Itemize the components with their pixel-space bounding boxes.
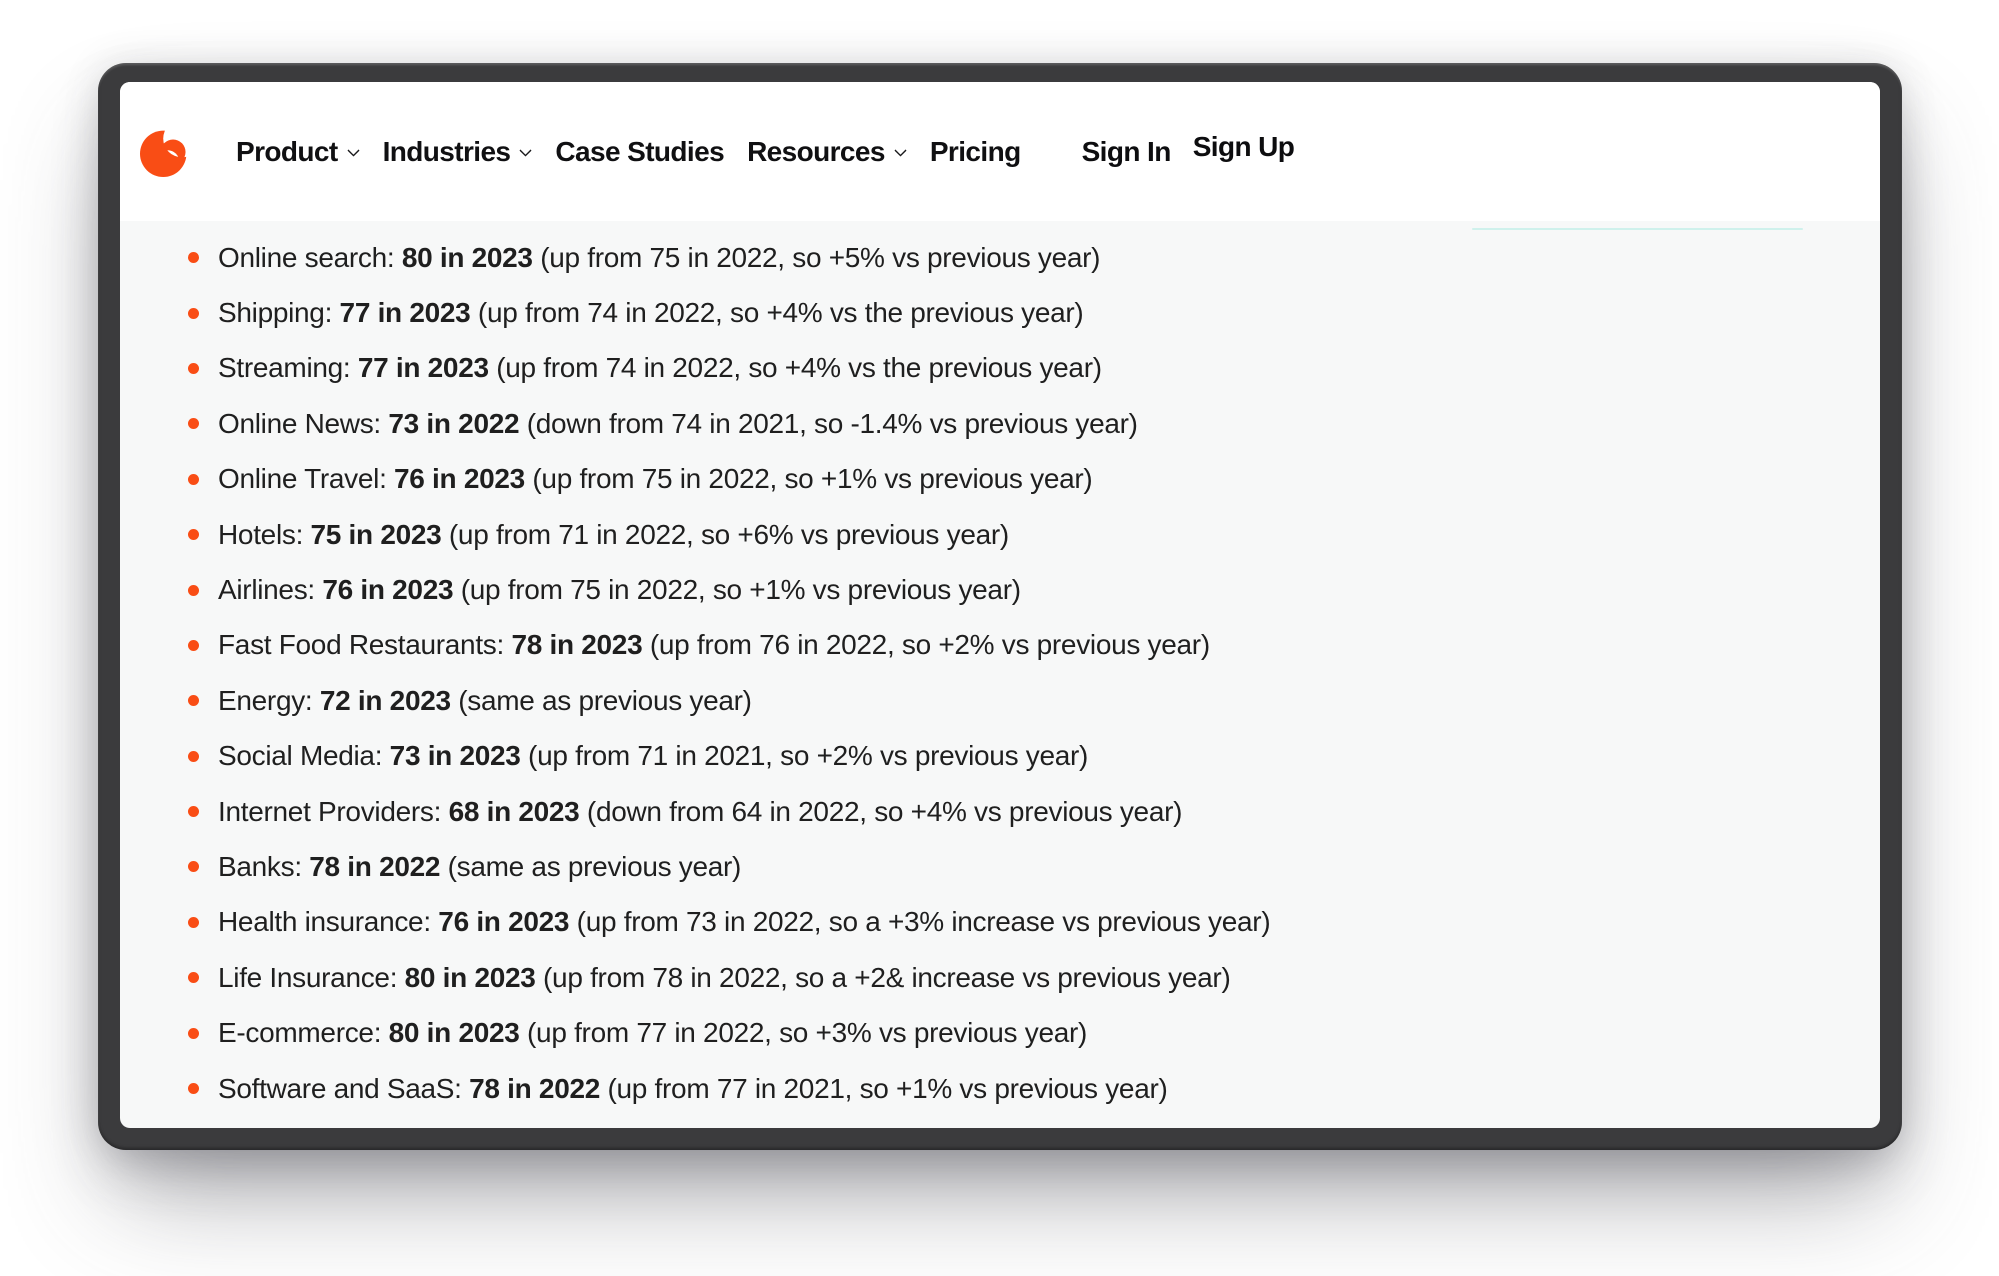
brand-logo-icon[interactable] bbox=[140, 122, 190, 182]
list-item bbox=[188, 1061, 1880, 1116]
list-item-text: Online search: 80 in 2023 (up from 75 in 2022, so +5% vs previous year) bbox=[218, 241, 1101, 273]
list-item bbox=[188, 285, 1880, 340]
list-item bbox=[188, 507, 1880, 562]
bullet-icon bbox=[188, 751, 199, 762]
bullet-icon bbox=[188, 695, 199, 706]
navbar bbox=[120, 82, 1880, 221]
browser-window-frame bbox=[98, 63, 1902, 1150]
nav-link-industries[interactable]: Industries bbox=[383, 136, 533, 168]
list-item-text: Social Media: 73 in 2023 (up from 71 in 2021, so +2% vs previous year) bbox=[218, 740, 1089, 772]
chevron-down-icon bbox=[347, 143, 360, 156]
list-item-text: Online Travel: 76 in 2023 (up from 75 in 2022, so +1% vs previous year) bbox=[218, 463, 1093, 495]
bullet-icon bbox=[188, 806, 199, 817]
bullet-icon bbox=[188, 861, 199, 872]
list-item-text: Health insurance: 76 in 2023 (up from 73 in 2022, so a +3% increase vs previous year) bbox=[218, 906, 1271, 938]
chevron-down-icon bbox=[519, 143, 532, 156]
list-item-text: Software and SaaS: 78 in 2022 (up from 77 in 2021, so +1% vs previous year) bbox=[218, 1072, 1168, 1104]
list-item bbox=[188, 562, 1880, 617]
main-content bbox=[120, 221, 1880, 1116]
bullet-icon bbox=[188, 1083, 199, 1094]
bullet-icon bbox=[188, 252, 199, 263]
web-page bbox=[120, 82, 1880, 1128]
list-item bbox=[188, 618, 1880, 673]
list-item bbox=[188, 341, 1880, 396]
nav-link-resources[interactable]: Resources bbox=[747, 136, 907, 168]
bullet-icon bbox=[188, 640, 199, 651]
bullet-icon bbox=[188, 1028, 199, 1039]
list-item-text: Banks: 78 in 2022 (same as previous year) bbox=[218, 850, 742, 882]
nav-link-case-studies[interactable]: Case Studies bbox=[555, 135, 725, 167]
industry-score-list bbox=[120, 230, 1880, 1116]
list-item bbox=[188, 452, 1880, 507]
list-item bbox=[188, 673, 1880, 728]
list-item bbox=[188, 839, 1880, 894]
sign-up-link[interactable]: Sign Up bbox=[1192, 130, 1295, 162]
list-item-text: Internet Providers: 68 in 2023 (down from 64 in 2022, so +4% vs previous year) bbox=[218, 795, 1183, 827]
list-item bbox=[188, 895, 1880, 950]
list-item bbox=[188, 784, 1880, 839]
bullet-icon bbox=[188, 972, 199, 983]
bullet-icon bbox=[188, 363, 199, 374]
list-item bbox=[188, 950, 1880, 1005]
list-item-text: E-commerce: 80 in 2023 (up from 77 in 2022, so +3% vs previous year) bbox=[218, 1017, 1088, 1049]
list-item-text: Streaming: 77 in 2023 (up from 74 in 2022, so +4% vs the previous year) bbox=[218, 352, 1102, 384]
list-item bbox=[188, 396, 1880, 451]
nav-link-pricing[interactable]: Pricing bbox=[929, 135, 1021, 167]
list-item-text: Life Insurance: 80 in 2023 (up from 78 in 2022, so a +2& increase vs previous year) bbox=[218, 961, 1231, 993]
list-item-text: Online News: 73 in 2022 (down from 74 in 2021, so -1.4% vs previous year) bbox=[218, 407, 1138, 439]
list-item-text: Energy: 72 in 2023 (same as previous year) bbox=[218, 684, 752, 716]
nav-link-product[interactable]: Product bbox=[236, 136, 360, 168]
highlight-hairline bbox=[1472, 228, 1803, 230]
list-item-text: Airlines: 76 in 2023 (up from 75 in 2022, so +1% vs previous year) bbox=[218, 574, 1021, 606]
nav-links bbox=[236, 136, 1021, 168]
bullet-icon bbox=[188, 585, 199, 596]
list-item-text: Shipping: 77 in 2023 (up from 74 in 2022, so +4% vs the previous year) bbox=[218, 297, 1084, 329]
bullet-icon bbox=[188, 917, 199, 928]
chevron-down-icon bbox=[894, 143, 907, 156]
bullet-icon bbox=[188, 474, 199, 485]
list-item-text: Fast Food Restaurants: 78 in 2023 (up from 76 in 2022, so +2% vs previous year) bbox=[218, 629, 1210, 661]
sign-in-link[interactable]: Sign In bbox=[1081, 135, 1171, 167]
list-item bbox=[188, 729, 1880, 784]
bullet-icon bbox=[188, 529, 199, 540]
list-item-text: Hotels: 75 in 2023 (up from 71 in 2022, so +6% vs previous year) bbox=[218, 518, 1009, 550]
list-item bbox=[188, 230, 1880, 285]
list-item bbox=[188, 1005, 1880, 1060]
bullet-icon bbox=[188, 418, 199, 429]
bullet-icon bbox=[188, 308, 199, 319]
